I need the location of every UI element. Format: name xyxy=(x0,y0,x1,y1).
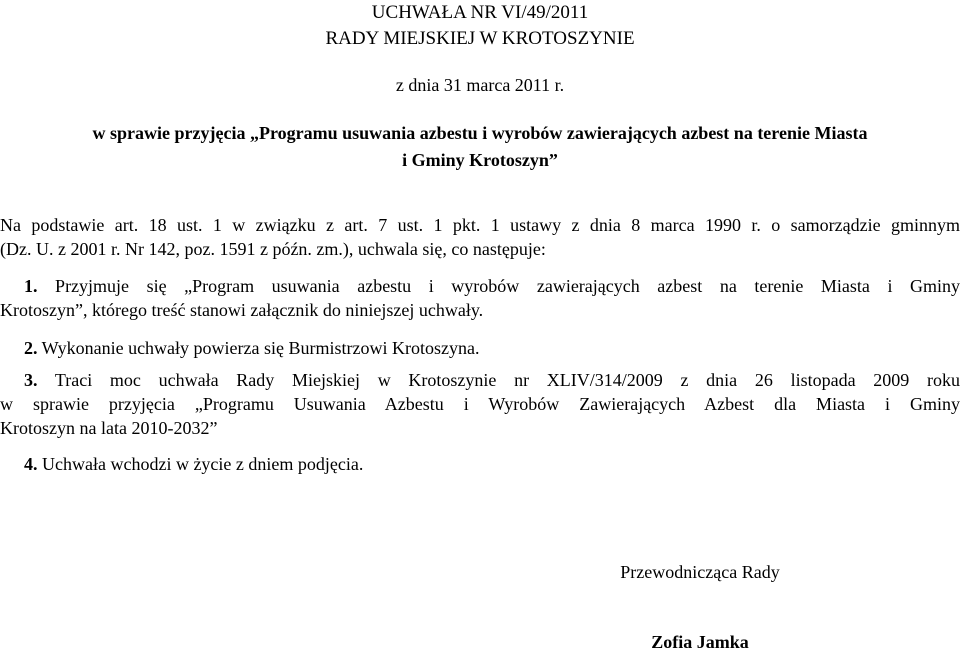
legal-basis-line-2: (Dz. U. z 2001 r. Nr 142, poz. 1591 z późn. zm.), uchwala się, co następuje: xyxy=(0,239,546,259)
signature-role: Przewodnicząca Rady xyxy=(620,562,780,582)
paragraph-1-line-1 xyxy=(0,274,960,298)
resolution-date: z dnia 31 marca 2011 r. xyxy=(395,75,565,95)
signature-name: Zofia Jamka xyxy=(651,632,749,652)
paragraph-2-number: 2. xyxy=(24,338,38,358)
paragraph-1-number: 1. xyxy=(24,276,38,296)
paragraph-1-line-2: Krotoszyn”, którego treść stanowi załącznik do niniejszej uchwały. xyxy=(0,300,484,320)
title-line-2: RADY MIEJSKIEJ W KROTOSZYNIE xyxy=(325,28,635,49)
paragraph-2-line-1 xyxy=(0,336,960,360)
paragraph-4 xyxy=(0,452,960,476)
paragraph-3-text: Traci moc uchwała Rady Miejskiej w Krotoszynie nr XLIV/314/2009 z dnia 26 listopada 2009 roku xyxy=(37,370,960,390)
subject-line-1: w sprawie przyjęcia „Programu usuwania azbestu i wyrobów zawierających azbest na terenie Miasta xyxy=(92,123,868,143)
resolution-title xyxy=(0,0,960,52)
paragraph-3-number: 3. xyxy=(24,370,38,390)
paragraph-4-text: Uchwała wchodzi w życie z dniem podjęcia. xyxy=(37,454,364,474)
legal-basis-line-1: Na podstawie art. 18 ust. 1 w związku z art. 7 ust. 1 pkt. 1 ustawy z dnia 8 marca 1990 r. o samorządzie gminnym xyxy=(0,215,960,235)
title-line-1: UCHWAŁA NR VI/49/2011 xyxy=(371,2,589,23)
legal-basis xyxy=(0,213,960,261)
paragraph-3-line-2: w sprawie przyjęcia „Programu Usuwania Azbestu i Wyrobów Zawierających Azbest dla Miasta i Gminy xyxy=(0,394,960,414)
paragraph-3 xyxy=(0,368,960,440)
subject-line-2: i Gminy Krotoszyn” xyxy=(402,150,558,170)
paragraph-3-line-3: Krotoszyn na lata 2010-2032” xyxy=(0,418,218,438)
paragraph-2-text: Wykonanie uchwały powierza się Burmistrzowi Krotoszyna. xyxy=(37,338,480,358)
paragraph-3-line-1 xyxy=(0,368,960,392)
paragraph-4-line-1 xyxy=(0,452,960,476)
paragraph-2 xyxy=(0,336,960,360)
paragraph-4-number: 4. xyxy=(24,454,38,474)
paragraph-1 xyxy=(0,274,960,322)
resolution-subject xyxy=(0,120,960,174)
paragraph-1-text: Przyjmuje się „Program usuwania azbestu i wyrobów zawierających azbest na terenie Miasta i Gminy xyxy=(37,276,960,296)
